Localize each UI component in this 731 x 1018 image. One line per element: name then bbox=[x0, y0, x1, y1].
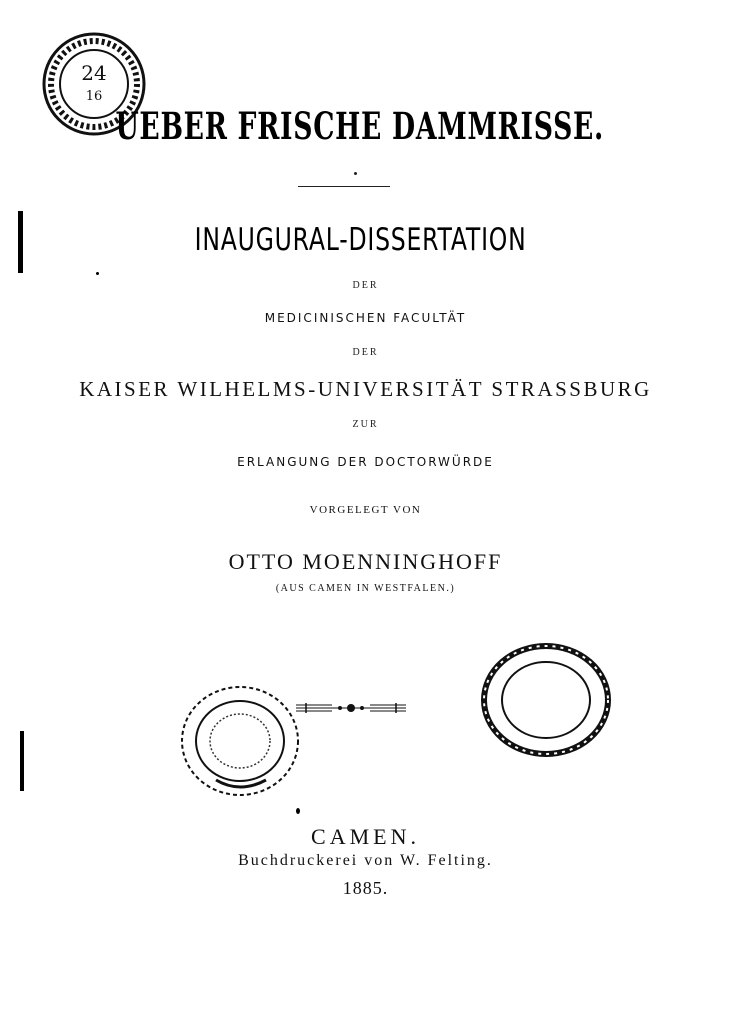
der-label-2: DER bbox=[352, 347, 379, 358]
place-of-publication: CAMEN. bbox=[311, 824, 420, 849]
zur-label: ZUR bbox=[352, 419, 379, 430]
printer-name: Buchdruckerei von W. Felting. bbox=[238, 852, 493, 869]
publication-year: 1885. bbox=[342, 878, 389, 898]
scan-edge-mark bbox=[18, 211, 23, 273]
library-stamp-icon bbox=[478, 640, 614, 760]
scan-edge-mark bbox=[20, 731, 24, 791]
scan-speck bbox=[296, 808, 300, 814]
der-label: DER bbox=[352, 280, 379, 291]
degree-purpose: ERLANGUNG DER DOCTORWÜRDE bbox=[237, 455, 494, 469]
svg-text:24: 24 bbox=[81, 61, 107, 85]
svg-text:16: 16 bbox=[85, 89, 103, 104]
ornament-rule-icon bbox=[296, 700, 406, 716]
divider-dot bbox=[354, 172, 357, 175]
university-name: KAISER WILHELMS-UNIVERSITÄT STRASSBURG bbox=[79, 377, 652, 401]
author-name: OTTO MOENNINGHOFF bbox=[228, 549, 503, 574]
document-subtitle: INAUGURAL-DISSERTATION bbox=[194, 222, 527, 258]
presented-by-label: VORGELEGT VON bbox=[309, 504, 422, 516]
divider bbox=[298, 186, 390, 187]
library-stamp-icon bbox=[176, 682, 304, 800]
scan-speck bbox=[96, 272, 99, 275]
page-title: UEBER FRISCHE DAMMRISSE. bbox=[115, 104, 605, 148]
author-origin: (AUS CAMEN IN WESTFALEN.) bbox=[275, 583, 456, 594]
faculty-name: MEDICINISCHEN FACULTÄT bbox=[264, 311, 467, 325]
